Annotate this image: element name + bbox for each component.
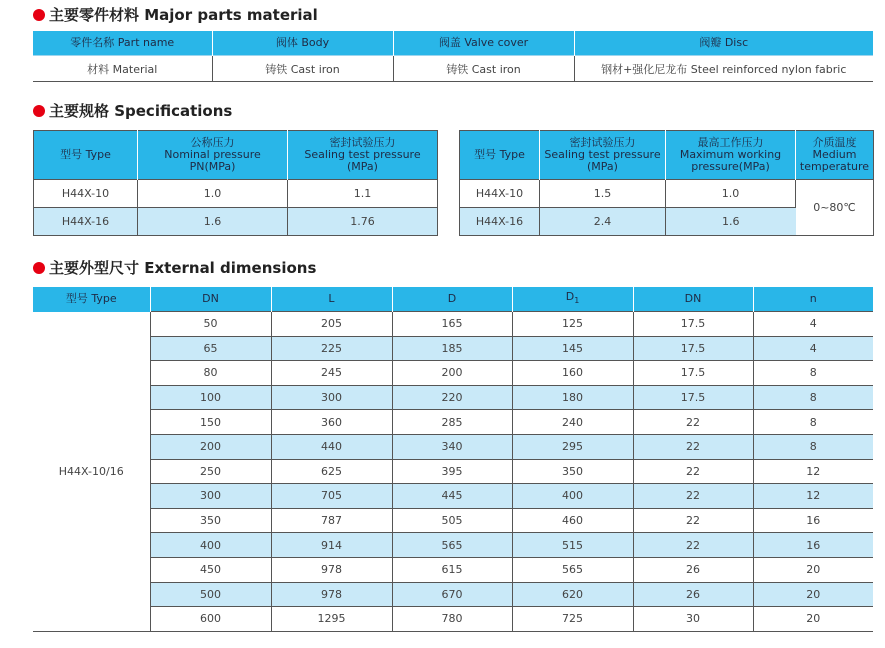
- materials-cell: 材料 Material: [33, 56, 212, 82]
- specs-right-header-type: [460, 131, 540, 180]
- materials-header-cell: 零件名称 Part name: [33, 31, 212, 56]
- materials-cell: 铸铁 Cast iron: [212, 56, 393, 82]
- header-line: temperature: [799, 160, 870, 173]
- dims-cell: 220: [392, 385, 512, 410]
- header-line: Medium: [812, 148, 857, 161]
- dims-cell: 250: [150, 459, 271, 484]
- red-bullet-icon: [33, 262, 45, 274]
- dims-header-d1: [512, 287, 633, 312]
- specs-left-header-row: [34, 131, 438, 180]
- dims-cell: 205: [271, 312, 392, 337]
- dims-cell: 500: [150, 582, 271, 607]
- dims-cell: 400: [512, 484, 633, 509]
- header-line: 最高工作压力: [697, 136, 764, 149]
- dims-cell: 978: [271, 582, 392, 607]
- dims-cell: 30: [633, 607, 753, 632]
- dims-cell: 145: [512, 336, 633, 361]
- dims-cell: 670: [392, 582, 512, 607]
- dims-cell: 22: [633, 508, 753, 533]
- dims-cell: 80: [150, 361, 271, 386]
- dims-row: [33, 582, 873, 607]
- dims-cell: 615: [392, 557, 512, 582]
- dims-cell: 360: [271, 410, 392, 435]
- dims-cell: 565: [512, 557, 633, 582]
- dims-cell: 625: [271, 459, 392, 484]
- header-line: Nominal pressure: [164, 148, 261, 161]
- specs-cell: H44X-10: [460, 180, 540, 208]
- dims-cell: 350: [150, 508, 271, 533]
- dims-cell: 225: [271, 336, 392, 361]
- dims-cell: 445: [392, 484, 512, 509]
- d1-subscript: 1: [574, 296, 580, 306]
- specs-section-title: [33, 102, 232, 120]
- dims-body: [33, 312, 873, 632]
- dims-cell: 22: [633, 410, 753, 435]
- specs-left-header-sealing: [288, 131, 438, 180]
- dims-cell: 440: [271, 434, 392, 459]
- header-line: pressure(MPa): [691, 160, 770, 173]
- dims-cell: 165: [392, 312, 512, 337]
- dims-cell: 8: [753, 361, 873, 386]
- specs-table-left: [33, 130, 438, 236]
- dims-cell: 65: [150, 336, 271, 361]
- dims-cell: 565: [392, 533, 512, 558]
- dims-cell: 22: [633, 533, 753, 558]
- dims-cell: 20: [753, 582, 873, 607]
- header-line: 型号 Type: [474, 148, 525, 161]
- dims-row: [33, 484, 873, 509]
- dims-cell: 100: [150, 385, 271, 410]
- header-line: (MPa): [587, 160, 618, 173]
- dims-row: [33, 361, 873, 386]
- dims-cell: 8: [753, 385, 873, 410]
- dims-title-text: 主要外型尺寸 External dimensions: [49, 259, 317, 277]
- dims-cell: 17.5: [633, 312, 753, 337]
- dims-header-dn2: DN: [633, 287, 753, 312]
- specs-right-row: [460, 180, 874, 208]
- dims-cell: 705: [271, 484, 392, 509]
- specs-cell: 1.6: [138, 208, 288, 236]
- dims-cell: 12: [753, 484, 873, 509]
- dims-cell: 26: [633, 557, 753, 582]
- header-line: 公称压力: [190, 136, 235, 149]
- dims-section-title: [33, 259, 316, 277]
- header-line: 密封试验压力: [569, 136, 636, 149]
- dims-cell: 22: [633, 459, 753, 484]
- materials-row: [33, 56, 873, 82]
- dims-cell: 200: [150, 434, 271, 459]
- specs-cell: H44X-16: [34, 208, 138, 236]
- dims-cell: 12: [753, 459, 873, 484]
- dims-header-type: 型号 Type: [33, 287, 150, 312]
- d1-main: D: [565, 289, 575, 303]
- dims-row: [33, 508, 873, 533]
- specs-right-header-max-working: [666, 131, 796, 180]
- dims-cell: 300: [150, 484, 271, 509]
- specs-cell: 1.76: [288, 208, 438, 236]
- specs-cell: H44X-16: [460, 208, 540, 236]
- specs-right-header-row: [460, 131, 874, 180]
- specs-cell: 1.0: [138, 180, 288, 208]
- materials-header-cell: 阀瓣 Disc: [574, 31, 873, 56]
- dims-cell: 16: [753, 533, 873, 558]
- dims-header-row: [33, 287, 873, 312]
- specs-table-right: [459, 130, 874, 236]
- red-bullet-icon: [33, 9, 45, 21]
- dims-cell: 20: [753, 607, 873, 632]
- dims-row: [33, 336, 873, 361]
- specs-left-row: [34, 208, 438, 236]
- dims-cell: 978: [271, 557, 392, 582]
- dims-table: [33, 287, 873, 632]
- dims-cell: 515: [512, 533, 633, 558]
- dims-header-l: L: [271, 287, 392, 312]
- dims-cell: 17.5: [633, 336, 753, 361]
- dims-header-n: n: [753, 287, 873, 312]
- materials-table: [33, 31, 873, 82]
- dims-cell: 4: [753, 312, 873, 337]
- dims-cell: 17.5: [633, 385, 753, 410]
- dims-cell: 8: [753, 434, 873, 459]
- dims-cell: 300: [271, 385, 392, 410]
- dims-cell: 185: [392, 336, 512, 361]
- header-line: (MPa): [347, 160, 378, 173]
- specs-cell: H44X-10: [34, 180, 138, 208]
- dims-cell: 340: [392, 434, 512, 459]
- specs-cell: 1.6: [666, 208, 796, 236]
- header-line: 型号 Type: [60, 148, 111, 161]
- temperature-cell: 0~80℃: [796, 180, 874, 236]
- dims-cell: 150: [150, 410, 271, 435]
- dims-header-dn: DN: [150, 287, 271, 312]
- dims-cell: 22: [633, 484, 753, 509]
- header-line: Sealing test pressure: [544, 148, 661, 161]
- dims-cell: 1295: [271, 607, 392, 632]
- header-line: 介质温度: [812, 136, 857, 149]
- materials-header-row: [33, 31, 873, 56]
- dims-cell: 285: [392, 410, 512, 435]
- materials-title-text: 主要零件材料 Major parts material: [49, 6, 318, 24]
- dims-row: [33, 557, 873, 582]
- specs-title-text: 主要规格 Specifications: [49, 102, 233, 120]
- dims-cell: 725: [512, 607, 633, 632]
- dims-cell: 26: [633, 582, 753, 607]
- dims-cell: 160: [512, 361, 633, 386]
- dims-cell: 125: [512, 312, 633, 337]
- header-line: Sealing test pressure: [304, 148, 421, 161]
- dims-type-cell: H44X-10/16: [58, 464, 124, 478]
- dims-cell: 400: [150, 533, 271, 558]
- header-line: PN(MPa): [189, 160, 236, 173]
- header-line: Maximum working: [679, 148, 782, 161]
- dims-row: [33, 459, 873, 484]
- dims-row: [33, 434, 873, 459]
- specs-cell: 2.4: [540, 208, 666, 236]
- dims-row: [33, 533, 873, 558]
- specs-left-row: [34, 180, 438, 208]
- dims-cell: 350: [512, 459, 633, 484]
- dims-cell: 460: [512, 508, 633, 533]
- dims-cell: 240: [512, 410, 633, 435]
- dims-cell: 395: [392, 459, 512, 484]
- dims-cell: 4: [753, 336, 873, 361]
- specs-cell: 1.0: [666, 180, 796, 208]
- dims-cell: 787: [271, 508, 392, 533]
- dims-header-d: D: [392, 287, 512, 312]
- header-line: 密封试验压力: [329, 136, 396, 149]
- dims-cell: 8: [753, 410, 873, 435]
- dims-row: [33, 385, 873, 410]
- materials-cell: 钢材+强化尼龙布 Steel reinforced nylon fabric: [574, 56, 873, 82]
- dims-row: [33, 410, 873, 435]
- materials-header-cell: 阀盖 Valve cover: [393, 31, 574, 56]
- dims-cell: 17.5: [633, 361, 753, 386]
- dims-cell: 450: [150, 557, 271, 582]
- specs-right-header-sealing: [540, 131, 666, 180]
- dims-cell: 245: [271, 361, 392, 386]
- dims-row: [33, 607, 873, 632]
- dims-cell: 780: [392, 607, 512, 632]
- red-bullet-icon: [33, 105, 45, 117]
- dims-cell: 180: [512, 385, 633, 410]
- dims-cell: 22: [633, 434, 753, 459]
- specs-cell: 1.5: [540, 180, 666, 208]
- specs-left-header-nominal: [138, 131, 288, 180]
- dims-cell: 505: [392, 508, 512, 533]
- dims-cell: 20: [753, 557, 873, 582]
- dims-cell: 200: [392, 361, 512, 386]
- dims-row: [33, 312, 873, 337]
- materials-cell: 铸铁 Cast iron: [393, 56, 574, 82]
- dims-cell: 16: [753, 508, 873, 533]
- dims-cell: 600: [150, 607, 271, 632]
- specs-left-header-type: [34, 131, 138, 180]
- materials-header-cell: 阀体 Body: [212, 31, 393, 56]
- materials-section-title: [33, 6, 318, 24]
- dims-cell: 50: [150, 312, 271, 337]
- specs-cell: 1.1: [288, 180, 438, 208]
- dims-cell: 295: [512, 434, 633, 459]
- dims-cell: 620: [512, 582, 633, 607]
- specs-right-header-temperature: [796, 131, 874, 180]
- dims-cell: 914: [271, 533, 392, 558]
